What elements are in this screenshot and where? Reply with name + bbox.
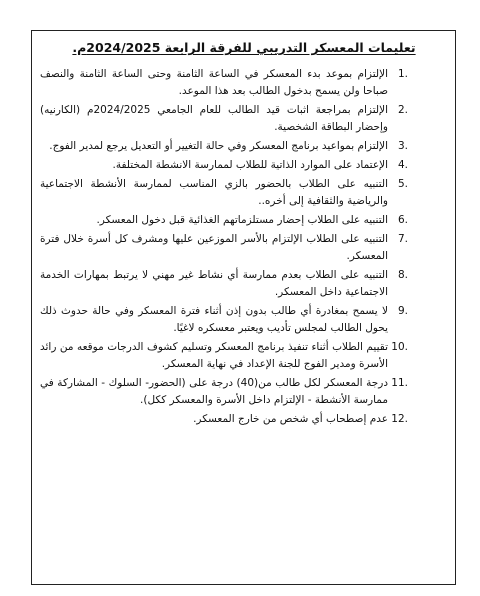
list-item bbox=[40, 102, 408, 136]
item-number: 3. bbox=[397, 140, 408, 152]
item-text: التنبيه على الطلاب إحضار مستلزماتهم الغذائية قبل دخول المعسكر. bbox=[96, 214, 388, 226]
list-item bbox=[40, 303, 408, 337]
item-text: التنبيه على الطلاب بعدم ممارسة أي نشاط غير مهني لا يرتبط بمهارات الخدمة الاجتماعية داخل المعسكر. bbox=[40, 269, 388, 298]
item-number: 2. bbox=[397, 104, 408, 116]
item-text: الإلتزام بموعد بدء المعسكر في الساعة الثامنة وحتى الساعة الثامنة والنصف صباحا ولن يسمح بدخول الطالب بعد هذا الموعد. bbox=[40, 68, 388, 97]
item-number: 9. bbox=[397, 305, 408, 317]
list-item bbox=[40, 411, 408, 428]
item-text: درجة المعسكر لكل طالب من(40) درجة على (الحضور- السلوك - المشاركة في ممارسة الأنشطة - الإلتزام داخل الأسرة والمعسكر ككل). bbox=[40, 377, 388, 406]
item-number: 8. bbox=[397, 269, 408, 281]
document-title: تعليمات المعسكر التدريبي للفرقة الرابعة 2024/2025م. bbox=[72, 40, 416, 55]
list-item bbox=[40, 138, 408, 155]
item-text: الإعتماد على الموارد الذاتية للطلاب لممارسة الانشطة المختلفة. bbox=[112, 159, 388, 171]
list-item bbox=[40, 339, 408, 373]
item-text: الإلتزام بمراجعة اثبات قيد الطالب للعام الجامعي 2024/2025م (الكارنيه) وإحضار البطاقة الشخصية. bbox=[40, 104, 388, 133]
item-text: الإلتزام بمواعيد برنامج المعسكر وفي حالة التغيير أو التعديل يرجع لمدير الفوج. bbox=[49, 140, 388, 152]
instructions-list bbox=[40, 66, 408, 430]
item-number: 5. bbox=[397, 178, 408, 190]
item-text: التنبيه على الطلاب الإلتزام بالأسر الموزعين عليها ومشرف كل أسرة خلال فترة المعسكر. bbox=[40, 233, 388, 262]
item-number: 1. bbox=[397, 68, 408, 80]
list-item bbox=[40, 267, 408, 301]
list-item bbox=[40, 66, 408, 100]
item-number: 7. bbox=[397, 233, 408, 245]
item-text: عدم إصطحاب أي شخص من خارج المعسكر. bbox=[193, 413, 388, 425]
list-item bbox=[40, 176, 408, 210]
item-number: 11. bbox=[391, 377, 408, 389]
list-item bbox=[40, 157, 408, 174]
item-number: 12. bbox=[391, 413, 408, 425]
item-number: 10. bbox=[391, 341, 408, 353]
item-text: لا يسمح بمغادرة أي طالب بدون إذن أثناء فترة المعسكر وفي حالة حدوث ذلك يحول الطالب لمجلس تأديب ويعتبر معسكره لاغيًا. bbox=[40, 305, 388, 334]
list-item bbox=[40, 231, 408, 265]
item-text: التنبيه على الطلاب بالحضور بالزي المناسب لممارسة الأنشطة الاجتماعية والرياضية والثقافية إلى أخره.. bbox=[40, 178, 388, 207]
item-text: تقييم الطلاب أثناء تنفيذ برنامج المعسكر وتسليم كشوف الدرجات موقعه من رائد الأسرة ومدير الفوج للجنة الإعداد في نهاية المعسكر. bbox=[40, 341, 388, 370]
list-item bbox=[40, 212, 408, 229]
item-number: 6. bbox=[397, 214, 408, 226]
item-number: 4. bbox=[397, 159, 408, 171]
list-item bbox=[40, 375, 408, 409]
